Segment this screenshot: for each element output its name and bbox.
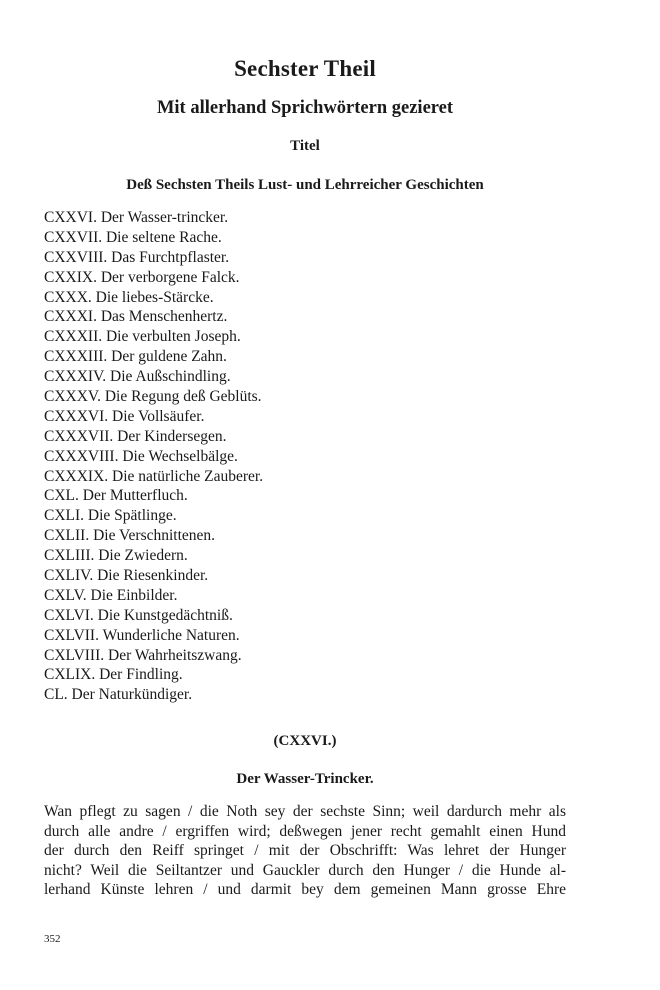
- chapter-body: [44, 802, 566, 900]
- toc-item: CXXVII. Die seltene Rache.: [44, 228, 222, 246]
- titel-heading: Titel: [290, 138, 320, 154]
- toc-item: CXXX. Die liebes-Stärcke.: [44, 288, 214, 306]
- body-line: durch alle andre / ergriffen wird; deßwegen jener recht gemahlt einen Hund: [44, 822, 566, 840]
- toc-item: CXLVI. Die Kunstgedächtniß.: [44, 606, 233, 624]
- toc-item: CXXIX. Der verborgene Falck.: [44, 268, 240, 286]
- toc-item: CXLIII. Die Zwiedern.: [44, 547, 188, 565]
- toc-item: CXLII. Die Verschnittenen.: [44, 527, 216, 545]
- toc-item: CXXXIV. Die Außschindling.: [44, 368, 231, 386]
- toc-item: CXXXIX. Die natürliche Zauberer.: [44, 467, 264, 485]
- toc-item: CXLIV. Die Riesenkinder.: [44, 567, 209, 585]
- chapter-title: Der Wasser-Trincker.: [236, 771, 374, 787]
- toc-item: CXXXII. Die verbulten Joseph.: [44, 328, 241, 346]
- table-of-contents: [44, 208, 566, 705]
- toc-item: CXLV. Die Einbilder.: [44, 586, 178, 604]
- toc-item: CXXXV. Die Regung deß Geblüts.: [44, 388, 262, 406]
- toc-heading: Deß Sechsten Theils Lust- und Lehrreicher Geschichten: [126, 177, 484, 193]
- toc-item: CXXXIII. Der guldene Zahn.: [44, 348, 227, 366]
- body-line: Wan pflegt zu sagen / die Noth sey der sechste Sinn; weil dardurch mehr als: [44, 803, 566, 820]
- toc-item: CXL. Der Mutterfluch.: [44, 487, 188, 505]
- toc-item: CXXVI. Der Wasser-trincker.: [44, 209, 229, 226]
- body-line: nicht? Weil die Seiltantzer und Gauckler durch den Hunger / die Hunde al-: [44, 861, 566, 879]
- toc-item: CL. Der Naturkündiger.: [44, 686, 193, 704]
- toc-item: CXXXVIII. Die Wechselbälge.: [44, 447, 238, 465]
- toc-item: CXLIX. Der Findling.: [44, 666, 183, 684]
- toc-item: CXLVIII. Der Wahrheitszwang.: [44, 646, 242, 664]
- toc-item: CXLI. Die Spätlinge.: [44, 507, 177, 525]
- body-line: lerhand Künste lehren / und darmit bey dem gemeinen Mann grosse Ehre: [44, 881, 566, 899]
- chapter-number: (CXXVI.): [273, 733, 337, 749]
- page-number: 352: [44, 933, 61, 945]
- toc-item: CXXXVI. Die Vollsäufer.: [44, 407, 205, 425]
- book-page: [44, 0, 566, 990]
- part-title: Sechster Theil: [234, 56, 376, 81]
- toc-item: CXXVIII. Das Furchtpflaster.: [44, 248, 230, 266]
- toc-item: CXXXI. Das Menschenhertz.: [44, 308, 228, 326]
- toc-item: CXXXVII. Der Kindersegen.: [44, 427, 227, 445]
- body-line: der durch den Reiff springet / mit der Obschrifft: Was lehret der Hunger: [44, 842, 566, 860]
- toc-item: CXLVII. Wunderliche Naturen.: [44, 626, 240, 644]
- part-subtitle: Mit allerhand Sprichwörtern gezieret: [156, 98, 454, 118]
